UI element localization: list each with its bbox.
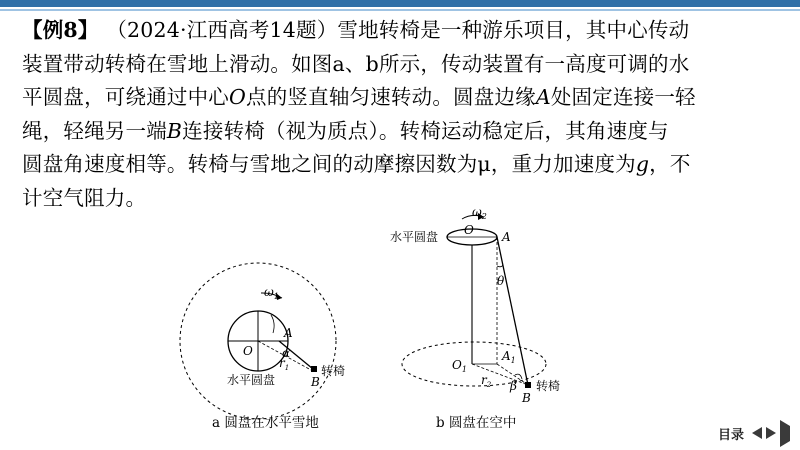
radius-r2-label: $r_2$ <box>481 373 492 389</box>
text-run: ，不 <box>649 152 691 176</box>
figure-a <box>180 263 345 431</box>
text-run: 绳，轻绳另一端 <box>22 118 167 143</box>
chair-point <box>311 366 317 372</box>
last-slide-arrow <box>780 420 790 447</box>
example-tag: 【例8】 <box>22 18 99 42</box>
radius-r1-label: $r_1$ <box>279 356 290 372</box>
figure-b <box>390 205 560 431</box>
text-run: 平圆盘，可绕通过中心 <box>22 85 229 109</box>
text-run: 连接转椅（视为质点）。转椅运动稳定后，其角速度与 <box>182 118 669 143</box>
problem-source: （2024·江西高考14题） <box>116 18 338 42</box>
problem-line-6: 计空气阻力。 <box>22 185 147 210</box>
angle-beta-label: β <box>510 379 517 393</box>
center-O-label: O <box>243 344 253 358</box>
point-A1-label: $A_1$ <box>502 349 516 365</box>
center-O-label: O <box>464 223 474 237</box>
text-run: 雪地转椅是一种游乐项目，其中心传动 <box>337 18 690 42</box>
angle-alpha-label: α <box>282 346 291 360</box>
var-A: A <box>535 85 551 109</box>
prev-slide-icon[interactable] <box>752 427 762 439</box>
theta-arc <box>497 265 503 267</box>
next-slide-icon[interactable] <box>766 427 776 439</box>
var-O: O <box>229 85 247 109</box>
chair-label: 转椅 <box>321 364 346 378</box>
chair-label: 转椅 <box>536 379 561 393</box>
rotation-arc <box>271 315 274 333</box>
angle-theta-label: θ <box>497 274 505 288</box>
last-slide-icon[interactable] <box>780 426 790 441</box>
problem-line-2: 装置带动转椅在雪地上滑动。如图a、b所示，传动装置有一高度可调的水 <box>22 51 690 76</box>
disk-label: 水平圆盘 <box>390 230 439 244</box>
omega2-label: $\omega_2$ <box>472 205 487 221</box>
point-B-label: B <box>522 391 531 405</box>
var-B: B <box>166 118 183 143</box>
text-run: 圆盘角速度相等。转椅与雪地之间的动摩擦因数为μ，重力加速度为 <box>22 152 636 176</box>
omega1-label: $\omega_1$ <box>264 285 279 301</box>
slide-navigation <box>718 424 790 442</box>
toc-button[interactable]: 目录 <box>717 427 744 443</box>
var-g: g <box>635 152 650 176</box>
point-A-label: A <box>284 326 293 340</box>
caption-a: a 圆盘在水平雪地 <box>212 415 319 431</box>
point-B-label: B <box>311 375 320 389</box>
point-A-label: A <box>502 230 511 244</box>
disk-label: 水平圆盘 <box>227 373 276 387</box>
text-run: 点的竖直轴匀速转动。圆盘边缘 <box>246 85 536 109</box>
text-run: 处固定连接一轻 <box>550 85 696 109</box>
caption-b: b 圆盘在空中 <box>436 415 517 431</box>
chair-point <box>525 382 531 388</box>
point-O1-label: $O_1$ <box>452 358 467 374</box>
